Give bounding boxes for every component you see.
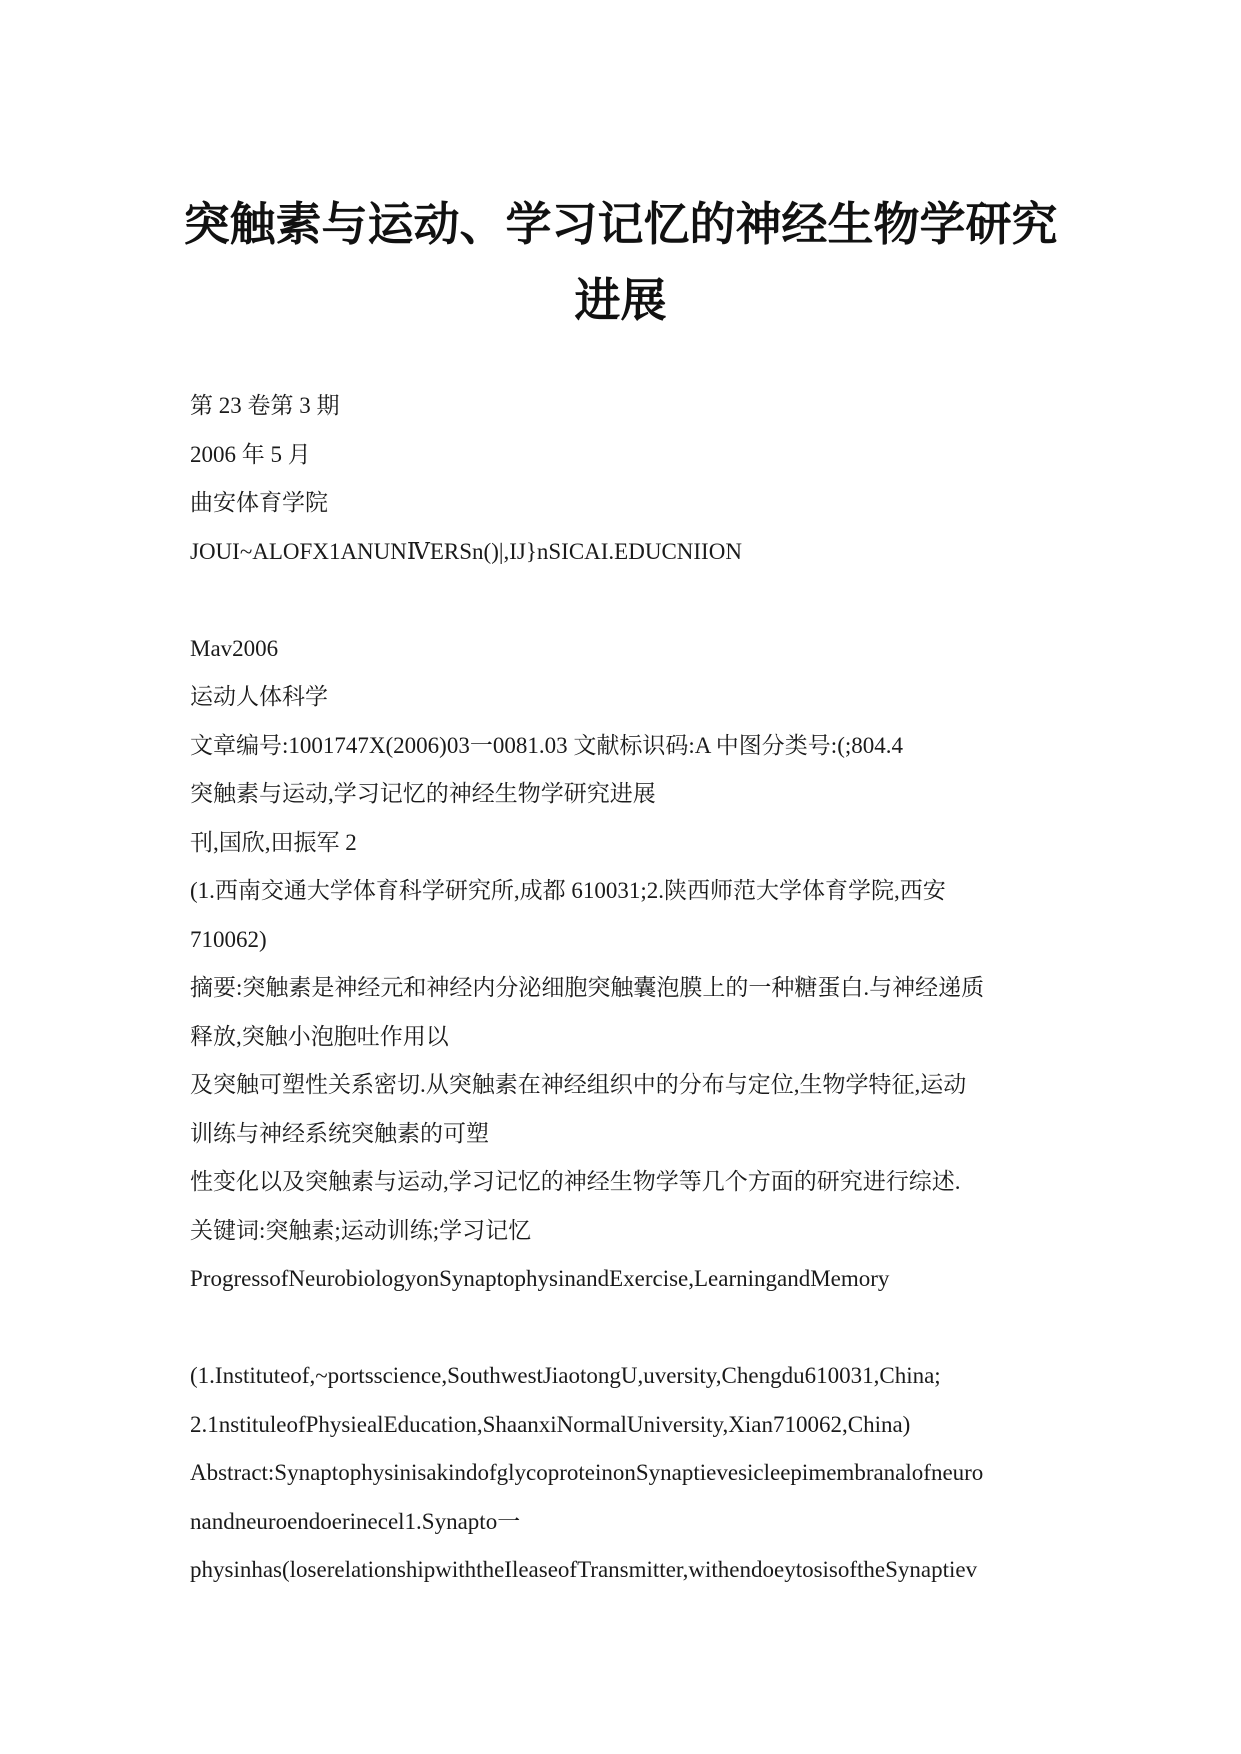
spacer: [190, 576, 1060, 625]
document-body: [190, 382, 1060, 1595]
affiliation-line-2: 710062): [190, 926, 267, 952]
keywords-cn: 关键词:突触素;运动训练;学习记忆: [190, 1217, 532, 1243]
volume-issue: 第 23 卷第 3 期: [190, 393, 340, 418]
document-title: [150, 186, 1091, 338]
spacer: [190, 1304, 1060, 1353]
article-title-cn: 突触素与运动,学习记忆的神经生物学研究进展: [190, 781, 656, 806]
article-identifiers: 文章编号:1001747X(2006)03一0081.03 文献标识码:A 中图分类号:(;804.4: [190, 732, 903, 758]
abstract-cn-line-2: 释放,突触小泡胞吐作用以: [190, 1023, 449, 1049]
abstract-en-line-2: nandneuroendoerinecel1.Synapto一: [190, 1508, 521, 1534]
article-title-en: ProgressofNeurobiologyonSynaptophysinandExercise,LearningandMemory: [190, 1266, 890, 1291]
abstract-en-line-1: Abstract:SynaptophysinisakindofglycoproteinonSynaptievesicleepimembranalofneuro: [190, 1460, 984, 1485]
publication-date: 2006 年 5 月: [190, 441, 311, 467]
abstract-cn-line-4: 训练与神经系统突触素的可塑: [190, 1120, 489, 1146]
abstract-cn-line-5: 性变化以及突触素与运动,学习记忆的神经生物学等几个方面的研究进行综述.: [190, 1169, 961, 1194]
institution-name: 曲安体育学院: [190, 490, 328, 515]
title-line-2: 进展: [574, 273, 667, 327]
publication-date-en: Mav2006: [190, 635, 279, 661]
abstract-cn-line-1: 摘要:突触素是神经元和神经内分泌细胞突触囊泡膜上的一种糖蛋白.与神经递质: [190, 975, 985, 1000]
affiliation-en-line-1: (1.Instituteof,~portsscience,SouthwestJiaotongU,uversity,Chengdu610031,China;: [190, 1363, 941, 1388]
affiliation-en-line-2: 2.1nstituleofPhysiealEducation,ShaanxiNormalUniversity,Xian710062,China): [190, 1411, 911, 1437]
affiliation-line-1: (1.西南交通大学体育科学研究所,成都 610031;2.陕西师范大学体育学院,西安: [190, 878, 946, 903]
title-line-1: 突触素与运动、学习记忆的神经生物学研究: [183, 197, 1058, 251]
abstract-en-line-3: physinhas(loserelationshipwiththeIleaseofTransmitter,withendoeytosisoftheSynaptiev: [190, 1557, 978, 1582]
section-name: 运动人体科学: [190, 684, 328, 709]
article-authors: 刊,国欣,田振军 2: [190, 829, 357, 855]
abstract-cn-line-3: 及突触可塑性关系密切.从突触素在神经组织中的分布与定位,生物学特征,运动: [190, 1072, 967, 1097]
journal-name-en: JOUI~ALOFX1ANUNⅣERSn()|,IJ}nSICAI.EDUCNIION: [190, 538, 742, 564]
